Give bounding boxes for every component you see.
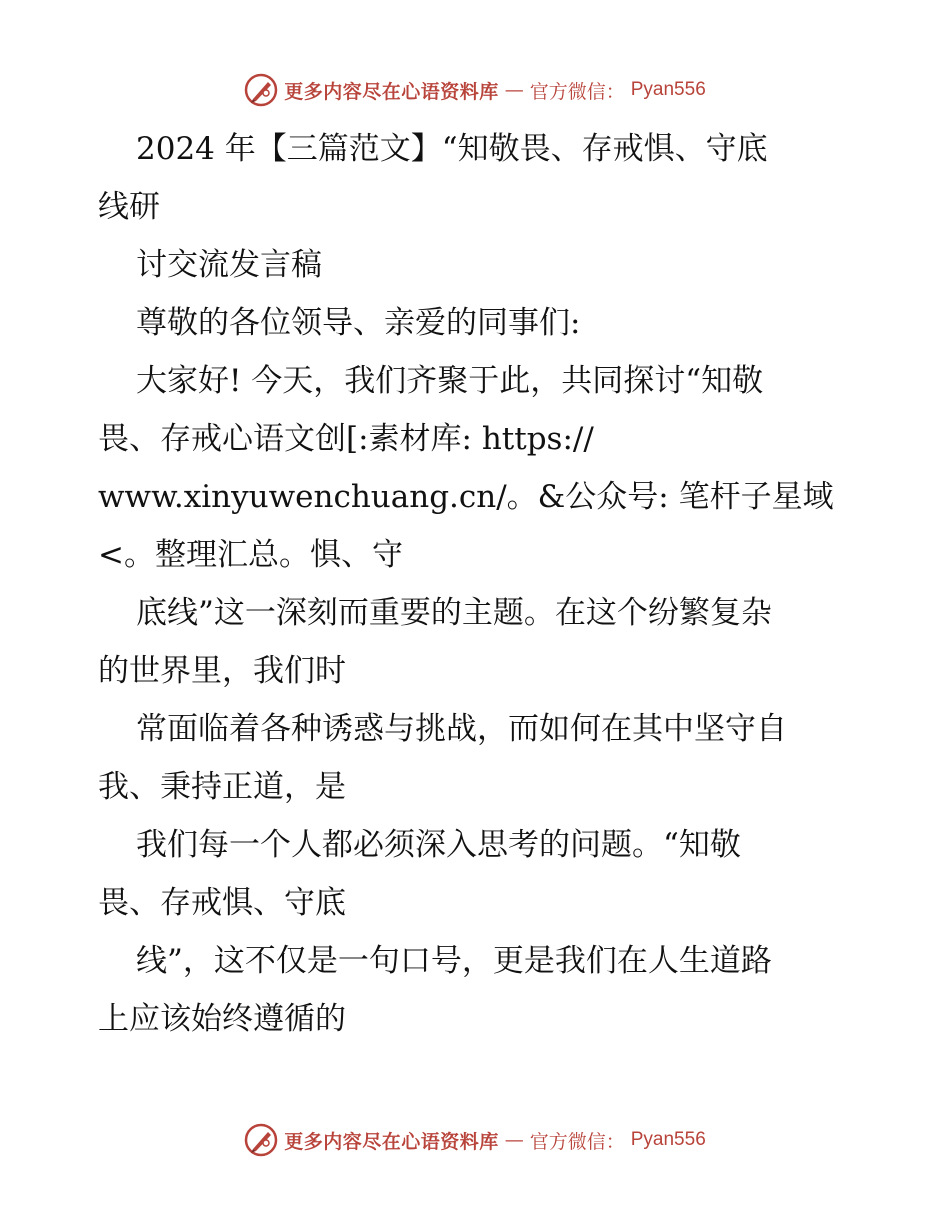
banner-separator: —: [504, 79, 524, 101]
text-line: 尊敬的各位领导、亲爱的同事们:: [136, 305, 581, 341]
banner-wechat-id: Pyan556: [630, 79, 706, 100]
text-line: www.xinyuwenchuang.cn/。&公众号: 笔杆子星域: [98, 479, 834, 515]
text-line: <。整理汇总。惧、守: [98, 537, 403, 573]
banner-wechat-label: 官方微信：: [529, 1130, 625, 1153]
banner-brand-text: 更多内容尽在心语资料库: [284, 1130, 499, 1153]
text-line: 大家好! 今天，我们齐聚于此，共同探讨“知敬: [136, 363, 764, 399]
text-line: 畏、存戒心语文创[:素材库: https://: [98, 421, 594, 457]
document-body: [98, 120, 858, 1048]
banner-wechat-label: 官方微信：: [529, 80, 625, 103]
banner-wechat-id: Pyan556: [630, 1129, 706, 1150]
text-line: 2024 年【三篇范文】“知敬畏、存戒惧、守底: [136, 131, 768, 167]
text-line: 我们每一个人都必须深入思考的问题。“知敬: [136, 827, 741, 863]
text-line: 讨交流发言稿: [136, 247, 322, 283]
footer-banner: [0, 1120, 950, 1160]
text-line: 上应该始终遵循的: [98, 1001, 346, 1037]
text-line: 线研: [98, 189, 160, 225]
header-banner: [0, 70, 950, 110]
text-line: 底线”这一深刻而重要的主题。在这个纷繁复杂: [136, 595, 772, 631]
banner-brand-text: 更多内容尽在心语资料库: [284, 80, 499, 103]
quill-pen-logo-icon: [244, 73, 278, 107]
banner-separator: —: [504, 1129, 524, 1151]
text-line: 我、秉持正道，是: [98, 769, 346, 805]
text-line: 畏、存戒惧、守底: [98, 885, 346, 921]
text-line: 的世界里，我们时: [98, 653, 346, 689]
quill-pen-logo-icon: [244, 1123, 278, 1157]
text-line: 常面临着各种诱惑与挑战，而如何在其中坚守自: [136, 711, 787, 747]
text-line: 线”，这不仅是一句口号，更是我们在人生道路: [136, 943, 772, 979]
